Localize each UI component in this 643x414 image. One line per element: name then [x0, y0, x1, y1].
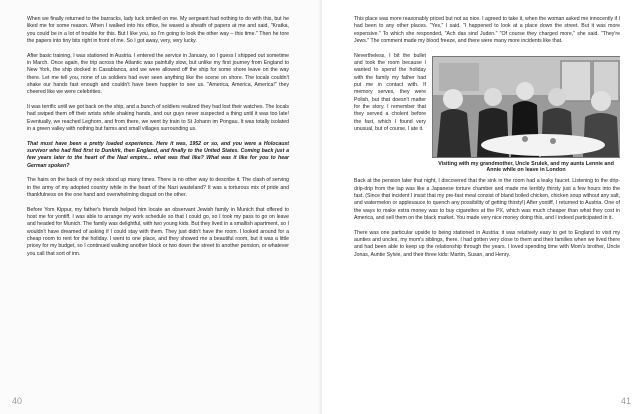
paragraph: This place was more reasonably priced but not as nice. I agreed to take it, when the woman asked me innocently if I had been to any other places. "Yes," I said. "I happened to look at a place down the street. But it was more expensive." To which she responded, "Ach das sind Juden." "Of course they charged more," she said. "They're Jews." The comment made my blood freeze, and there were many more incidents like that. — [354, 16, 620, 45]
paragraph: There was one particular upside to being stationed in Austria: it was relatively easy to get to England to visit my aunties and uncles, my mom's siblings, there. I had gotten very close to them and their families when we lived there and had been able to keep up the relationship through the years. I loved spending time with Mom's brother, Uncle Jonas, Auntie Sylvie, and their three kids: Martin, Susan, and Henry. — [354, 229, 620, 258]
paragraph: Before Yom Kippur, my father's friends helped him locate an observant Jewish family in Munich that offered to host me for yontiff. I was able to arrange my work schedule so that I could go, so I took my pass to go on leave and headed for Munich. The family was delightful, with two young kids. But they lived in a smallish apartment, so I wouldn't have dreamed of asking if I could stay with them. They just didn't have the room. I looked around for a cheap room to rent for the holiday. I went to one place, and they showed me a beautiful room, but it was a little pricey for my budget, so I continued walking another block or two down the street to another pension, or whatever you call that sort of inn. — [27, 206, 289, 257]
paragraph: The hairs on the back of my neck stood up many times. There is no other way to describe it. The clash of serving in the army of my adopted country while in the heart of the Nazi wasteland? It was a torturous mix of pride and thankfulness on the one hand and overwhelming disgust on the other. — [27, 177, 289, 199]
photo-caption: Visiting with my grandmother, Uncle Srulek, and my aunts Lennie and Annie while on leave in London — [438, 160, 614, 174]
paragraph: When we finally returned to the barracks, lady luck smiled on me. My sergeant had nothing to do with this, but he liked me for some reason. When I walked into his office, he waved a sheath of papers at me and said, "Kratka, you could be in a lot of trouble for this. But I like you, so I'm going to look the other way – this time." Then he tore the papers into tiny bits right in front of me. So I got away, very, very lucky. — [27, 16, 289, 45]
left-text-column — [27, 16, 289, 265]
page-number-right: 41 — [620, 396, 631, 406]
right-page — [322, 0, 643, 414]
family-photo — [432, 56, 620, 158]
paragraph: It was terrific until we got back on the ship, and a bunch of soldiers realized they had lost their watches. The locals had swiped them off their wrists while shaking hands, and our guys never suspected a thing until it was too late! Eventually, we reached Leghorn, and from there, we went by train to St Johann im Pongau. It was totally isolated in a green valley with nothing but farms and small villages surrounding us. — [27, 104, 289, 133]
paragraph: After basic training, I was stationed in Austria. I entered the service in January, so I guess I shipped out sometime in March. Once again, the trip across the Atlantic was painfully slow, but unlike my first journey from England to New York, the ship docked in Casablanca, and we were allowed off the ship for some shore leave on the way there. Let me tell you, none of us soldiers had ever seen anything like the scene on shore. The locals couldn't shake our hands fast enough and couldn't have been happier to see us. "America, America, America!" they cheered like we were celebrities. — [27, 52, 289, 96]
photo-figure — [432, 56, 620, 175]
paragraph: Nevertheless, I bit the bullet and took the room because I wanted to spend the holiday with the family my father had put me in contact with. If memory serves, they were Polish, but that doesn't matter for the story. I remember that they served a cholent before the fast, which I found very unusual, but of course, I ate it. — [354, 52, 426, 133]
page-number-left: 40 — [12, 396, 23, 406]
paragraph: Back at the pension later that night, I discovered that the sink in the room had a leaky faucet. Listening to the drip-drip-drip from the tap was like a Japanese torture chamber and made me terribly thirsty just a few hours into the fast. (Since that incident I insist that my pre-fast meal consist of bland boiled chicken, chicken soup without any salt, and watermelon or applesauce to quench any possibility of getting thirsty!) After yontiff, I returned to Austria. One of the ways to make extra money was to buy cigarettes at the PX, which was much cheaper than what they cost in America, and sell them on the black market. You made very nice money doing this, and I indeed participated in it. — [354, 178, 620, 221]
family-photo-illustration — [433, 57, 620, 157]
interview-question: That must have been a pretty loaded experience. Here it was, 1952 or so, and you were a Holocaust survivor who had fled first to Dunkirk, then England, and finally to the United States. Coming back just a few years later to the heart of the Nazi empire... what was that like? What was it like for you to hear German spoken? — [27, 140, 289, 169]
photo-wrap-block — [354, 53, 620, 179]
right-text-column — [354, 16, 620, 266]
